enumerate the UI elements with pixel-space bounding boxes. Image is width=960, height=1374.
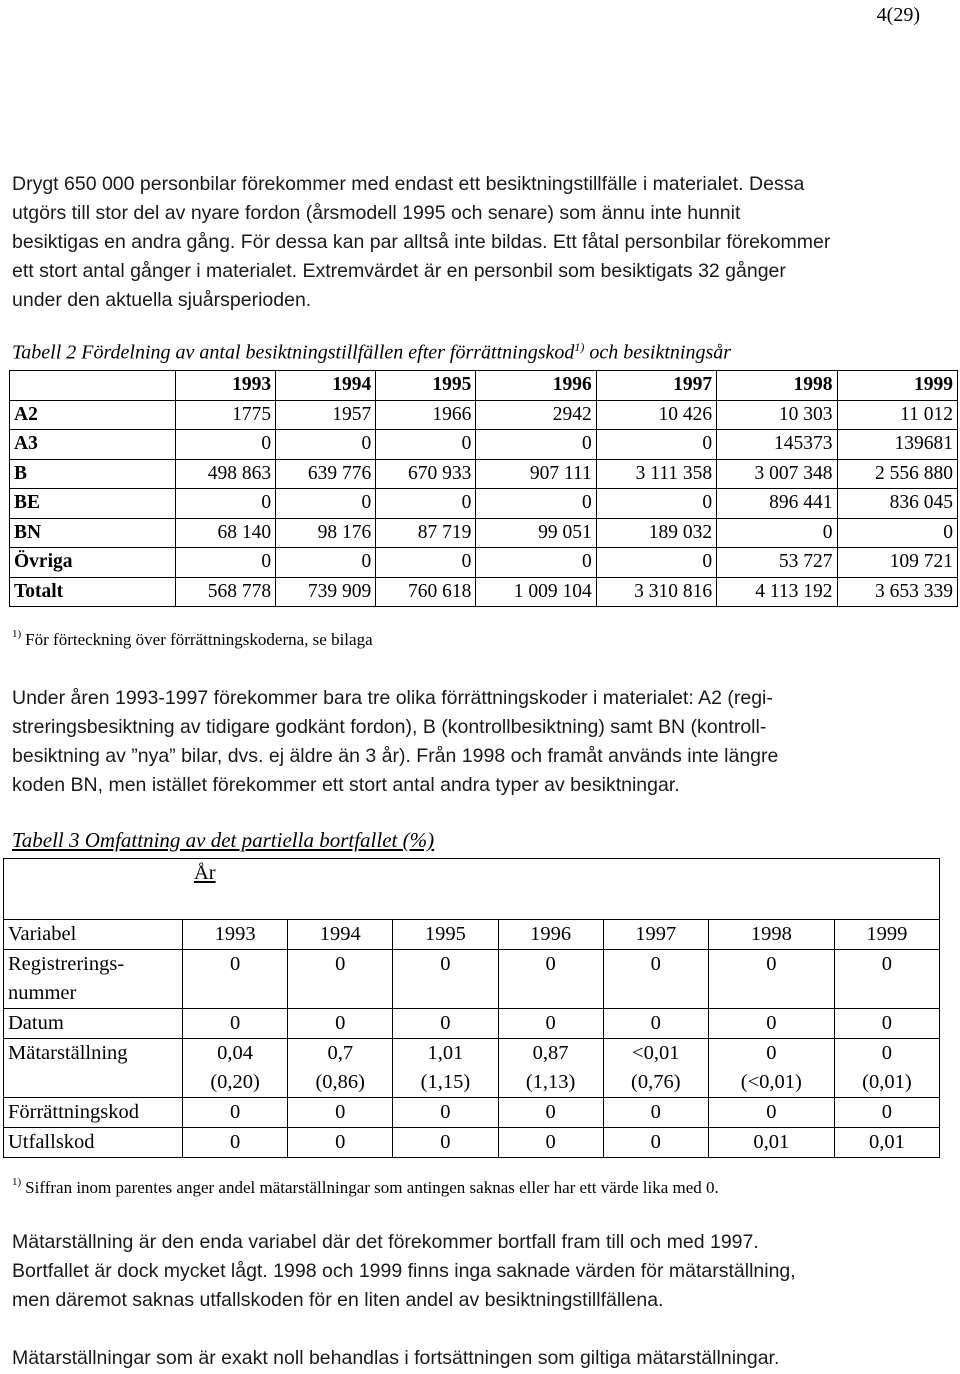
table3-row — [4, 1009, 940, 1039]
table3-cell: 0 — [603, 950, 708, 1009]
table2-year-header: 1996 — [476, 371, 596, 401]
table3-cell: 0 (0,01) — [834, 1039, 939, 1098]
table3-row — [4, 1098, 940, 1128]
table3-row — [4, 1039, 940, 1098]
middle-line: koden BN, men istället förekommer ett stort antal andra typer av besiktningar. — [12, 774, 680, 796]
table2-cell: 670 933 — [376, 459, 476, 489]
middle-line: streringsbesiktning av tidigare godkänt fordon), B (kontrollbesiktning) samt BN (kontroll- — [12, 716, 767, 738]
table3-cell: 0 — [393, 1009, 498, 1039]
table2-corner-cell — [10, 371, 176, 401]
table3-cell: 0 — [603, 1009, 708, 1039]
table3 — [3, 858, 940, 1158]
table2-footnote-text: För förteckning över förrättningskoderna, se bilaga — [25, 630, 373, 649]
table2-cell: 836 045 — [837, 489, 957, 519]
table3-year-title-row — [4, 859, 940, 920]
middle-line: Under åren 1993-1997 förekommer bara tre olika förrättningskoder i materialet: A2 (regi- — [12, 687, 773, 709]
table2-row — [10, 430, 958, 460]
table3-cell: 0 — [834, 1098, 939, 1128]
table3-cell: 0 — [603, 1128, 708, 1158]
table2-cell: 11 012 — [837, 400, 957, 430]
closing-line: men däremot saknas utfallskoden för en liten andel av besiktningstillfällena. — [12, 1289, 664, 1311]
table2-cell: 0 — [276, 430, 376, 460]
closing-paragraph — [12, 1228, 952, 1315]
table2-row-label: B — [10, 459, 176, 489]
table2-cell: 0 — [476, 548, 596, 578]
table3-caption: Tabell 3 Omfattning av det partiella bortfallet (%) — [12, 828, 435, 852]
table3-cell: 0 — [183, 1098, 288, 1128]
table2-cell: 0 — [596, 430, 716, 460]
table3-year-header: 1996 — [498, 920, 603, 950]
table2-cell: 1966 — [376, 400, 476, 430]
table3-year-title-cell — [4, 859, 940, 920]
table3-cell: 0 — [183, 1009, 288, 1039]
table2-row-label: Totalt — [10, 577, 176, 607]
table3-cell: 0 — [288, 1098, 393, 1128]
table3-cell: 0 — [498, 1128, 603, 1158]
table2-cell: 0 — [596, 489, 716, 519]
table2-cell: 0 — [376, 489, 476, 519]
table2-cell: 145373 — [717, 430, 837, 460]
table3-year-header: 1993 — [183, 920, 288, 950]
table2-caption — [12, 340, 731, 365]
table2-year-header: 1997 — [596, 371, 716, 401]
final-paragraph — [12, 1344, 952, 1373]
table2-cell: 0 — [176, 430, 276, 460]
table2-caption-end: och besiktningsår — [584, 341, 732, 364]
table2-cell: 3 007 348 — [717, 459, 837, 489]
table2-cell: 896 441 — [717, 489, 837, 519]
table2-cell: 1775 — [176, 400, 276, 430]
table3-cell: 0 — [834, 1009, 939, 1039]
table2-row — [10, 489, 958, 519]
table2-cell: 53 727 — [717, 548, 837, 578]
table3-row-label: Utfallskod — [4, 1128, 183, 1158]
table3-variable-header: Variabel — [4, 920, 183, 950]
table2-cell: 907 111 — [476, 459, 596, 489]
table3-cell: 0,87 (1,13) — [498, 1039, 603, 1098]
table3-year-header: 1999 — [834, 920, 939, 950]
final-line: Mätarställningar som är exakt noll behandlas i fortsättningen som giltiga mätarställningar. — [12, 1347, 780, 1369]
table3-cell: 0 — [183, 950, 288, 1009]
table2-cell: 639 776 — [276, 459, 376, 489]
table3-cell: 0 — [393, 1128, 498, 1158]
table3-cell: 0,04 (0,20) — [183, 1039, 288, 1098]
table2-cell: 99 051 — [476, 518, 596, 548]
table2-cell: 0 — [376, 430, 476, 460]
table2-row-label: BN — [10, 518, 176, 548]
table2-row-label: A2 — [10, 400, 176, 430]
table2-cell: 3 310 816 — [596, 577, 716, 607]
table3-row-label: Förrättningskod — [4, 1098, 183, 1128]
table2-row-label: A3 — [10, 430, 176, 460]
table3-cell: 0 — [708, 1009, 834, 1039]
table2-year-header: 1998 — [717, 371, 837, 401]
table2-year-header: 1993 — [176, 371, 276, 401]
table2-cell: 189 032 — [596, 518, 716, 548]
table3-year-header: 1995 — [393, 920, 498, 950]
table3-cell: 1,01 (1,15) — [393, 1039, 498, 1098]
intro-line: utgörs till stor del av nyare fordon (årsmodell 1995 och senare) som ännu inte hunnit — [12, 202, 741, 224]
table2-cell: 10 303 — [717, 400, 837, 430]
table2-cell: 139681 — [837, 430, 957, 460]
table2-row — [10, 577, 958, 607]
table2-cell: 0 — [276, 489, 376, 519]
table3-cell: 0 — [288, 950, 393, 1009]
table2-cell: 3 653 339 — [837, 577, 957, 607]
table2-cell: 498 863 — [176, 459, 276, 489]
table2-year-header: 1995 — [376, 371, 476, 401]
table2-cell: 0 — [476, 430, 596, 460]
table3-cell: 0 — [603, 1098, 708, 1128]
intro-line: besiktigas en andra gång. För dessa kan par alltså inte bildas. Ett fåtal personbilar förekommer — [12, 231, 831, 253]
table3-cell: 0 — [288, 1128, 393, 1158]
table3-cell: 0 — [393, 950, 498, 1009]
closing-line: Bortfallet är dock mycket lågt. 1998 och 1999 finns inga saknade värden för mätarställning, — [12, 1260, 796, 1282]
table3-cell: 0 — [498, 1009, 603, 1039]
table3-row-label: Mätarställning — [4, 1039, 183, 1098]
table2-row-label: Övriga — [10, 548, 176, 578]
table3-row — [4, 1128, 940, 1158]
table2-cell: 0 — [476, 489, 596, 519]
table2-cell: 2 556 880 — [837, 459, 957, 489]
table2-cell: 3 111 358 — [596, 459, 716, 489]
table2-cell: 0 — [717, 518, 837, 548]
table2-cell: 760 618 — [376, 577, 476, 607]
intro-line: under den aktuella sjuårsperioden. — [12, 289, 312, 311]
table2 — [9, 370, 958, 607]
table3-year-header: 1998 — [708, 920, 834, 950]
table2-row — [10, 518, 958, 548]
table3-year-header: 1994 — [288, 920, 393, 950]
table3-row-label: Datum — [4, 1009, 183, 1039]
table2-header-row — [10, 371, 958, 401]
closing-line: Mätarställning är den enda variabel där det förekommer bortfall fram till och med 1997. — [12, 1231, 759, 1253]
table3-footnote-mark: 1) — [12, 1176, 22, 1188]
table3-cell: 0,01 — [834, 1128, 939, 1158]
table3-cell: 0 — [708, 950, 834, 1009]
table3-header-row — [4, 920, 940, 950]
table2-cell: 0 — [837, 518, 957, 548]
table2-year-header: 1999 — [837, 371, 957, 401]
table2-cell: 98 176 — [276, 518, 376, 548]
table2-cell: 4 113 192 — [717, 577, 837, 607]
table2-cell: 2942 — [476, 400, 596, 430]
table3-footnote-text: Siffran inom parentes anger andel mätarställningar som antingen saknas eller har ett värde lika med 0. — [25, 1178, 719, 1197]
table2-cell: 68 140 — [176, 518, 276, 548]
table2-cell: 568 778 — [176, 577, 276, 607]
table3-cell: 0 (<0,01) — [708, 1039, 834, 1098]
table2-year-header: 1994 — [276, 371, 376, 401]
table2-body — [10, 371, 958, 607]
table2-row-label: BE — [10, 489, 176, 519]
table3-cell: 0 — [834, 950, 939, 1009]
table3-cell: 0 — [498, 1098, 603, 1128]
table2-footnote-mark: 1) — [12, 628, 22, 640]
table2-cell: 0 — [596, 548, 716, 578]
middle-paragraph — [12, 684, 952, 800]
table2-cell: 10 426 — [596, 400, 716, 430]
table2-row — [10, 548, 958, 578]
table3-year-title: År — [194, 862, 216, 884]
table3-cell: 0 — [393, 1098, 498, 1128]
intro-paragraph — [12, 170, 952, 315]
table2-cell: 87 719 — [376, 518, 476, 548]
table3-cell: <0,01 (0,76) — [603, 1039, 708, 1098]
table2-cell: 1957 — [276, 400, 376, 430]
page-number: 4(29) — [876, 4, 920, 26]
table3-cell: 0 — [498, 950, 603, 1009]
table2-cell: 0 — [376, 548, 476, 578]
table2-footnote — [12, 628, 373, 650]
table3-cell: 0,01 — [708, 1128, 834, 1158]
table2-row — [10, 400, 958, 430]
table3-cell: 0 — [288, 1009, 393, 1039]
table3-row — [4, 950, 940, 1009]
table3-cell: 0 — [183, 1128, 288, 1158]
intro-line: Drygt 650 000 personbilar förekommer med endast ett besiktningstillfälle i materialet. Dessa — [12, 173, 805, 195]
table3-cell: 0,7 (0,86) — [288, 1039, 393, 1098]
table3-footnote — [12, 1176, 719, 1198]
table3-cell: 0 — [708, 1098, 834, 1128]
intro-line: ett stort antal gånger i materialet. Extremvärdet är en personbil som besiktigats 32 gånger — [12, 260, 786, 282]
table3-body — [4, 859, 940, 1158]
table2-caption-footnote-mark: 1) — [574, 340, 585, 354]
table3-row-label: Registrerings- nummer — [4, 950, 183, 1009]
table3-year-header: 1997 — [603, 920, 708, 950]
table2-row — [10, 459, 958, 489]
table2-cell: 0 — [176, 489, 276, 519]
middle-line: besiktning av ”nya” bilar, dvs. ej äldre än 3 år). Från 1998 och framåt används inte längre — [12, 745, 779, 767]
table2-cell: 0 — [176, 548, 276, 578]
table2-cell: 0 — [276, 548, 376, 578]
table2-cell: 1 009 104 — [476, 577, 596, 607]
table2-cell: 109 721 — [837, 548, 957, 578]
table2-cell: 739 909 — [276, 577, 376, 607]
table2-caption-text: Tabell 2 Fördelning av antal besiktningstillfällen efter förrättningskod — [12, 341, 575, 364]
